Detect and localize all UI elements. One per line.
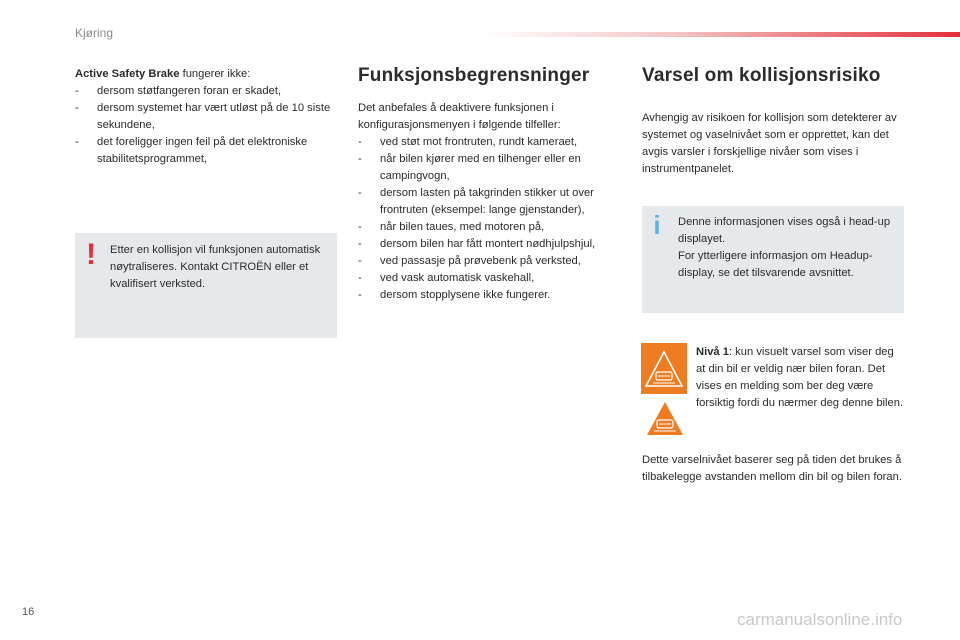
- list-item-text: dersom systemet har vært utløst på de 10 siste sekundene,: [97, 102, 331, 131]
- info-line-2: For ytterligere informasjon om Headup-display, se det tilsvarende avsnittet.: [678, 250, 873, 279]
- collision-warning-triangle-icon: [645, 399, 685, 437]
- list-item-text: når bilen kjører med en tilhenger eller en campingvogn,: [380, 153, 581, 182]
- heading-limitations: Funksjonsbegrensninger: [358, 65, 590, 86]
- column-left: [75, 66, 337, 168]
- list-item: - dersom bilen har fått montert nødhjulpshjul,: [358, 236, 626, 253]
- warning-text: Etter en kollisjon vil funksjonen automatisk nøytraliseres. Kontakt CITROËN eller et kvalifisert verksted.: [110, 244, 321, 290]
- list-item-text: det foreligger ingen feil på det elektroniske stabilitetsprogrammet,: [97, 136, 308, 165]
- list-item: - dersom lasten på takgrinden stikker ut over frontruten (eksempel: lange gjenstander),: [358, 185, 626, 219]
- list-item: - når bilen kjører med en tilhenger eller en campingvogn,: [358, 151, 626, 185]
- level-1-paragraph: [696, 344, 906, 412]
- column-middle: [358, 64, 626, 304]
- intro-rest: fungerer ikke:: [179, 68, 251, 80]
- list-item: - ved passasje på prøvebenk på verksted,: [358, 253, 626, 270]
- list-item-text: dersom støtfangeren foran er skadet,: [97, 85, 282, 97]
- list-item-text: ved passasje på prøvebenk på verksted,: [380, 255, 581, 267]
- list-item: - dersom systemet har vært utløst på de 10 siste sekundene,: [75, 100, 337, 134]
- list-item: - dersom støtfangeren foran er skadet,: [75, 83, 337, 100]
- header-bar: [480, 32, 960, 37]
- header-title: Kjøring: [75, 26, 114, 40]
- list-item: - ved støt mot frontruten, rundt kameraet,: [358, 134, 626, 151]
- limitations-intro: Det anbefales å deaktivere funksjonen i konfigurasjonsmenyen i følgende tilfeller:: [358, 102, 561, 131]
- watermark: carmanualsonline.info: [737, 610, 903, 629]
- list-item: - når bilen taues, med motoren på,: [358, 219, 626, 236]
- list-item-text: dersom bilen har fått montert nødhjulpshjul,: [380, 238, 596, 250]
- list-item: - dersom stopplysene ikke fungerer.: [358, 287, 626, 304]
- heading-collision-warning: Varsel om kollisjonsrisiko: [642, 65, 881, 86]
- intro-bold: Active Safety Brake: [75, 68, 180, 80]
- column-right: [642, 64, 904, 178]
- level-1-bold: Nivå 1: [696, 346, 729, 358]
- info-text: [678, 214, 900, 282]
- list-item-text: dersom lasten på takgrinden stikker ut over frontruten (eksempel: lange gjenstander),: [380, 187, 594, 216]
- intro-paragraph: [75, 66, 337, 83]
- collision-outro: Dette varselnivået baserer seg på tiden det brukes å tilbakelegge avstanden mellom din bil og bilen foran.: [642, 454, 902, 483]
- info-icon: i: [653, 210, 661, 240]
- exclamation-icon: !: [86, 238, 96, 271]
- page-number: 16: [22, 606, 35, 618]
- list-item-text: dersom stopplysene ikke fungerer.: [380, 289, 551, 301]
- list-item-text: ved vask automatisk vaskehall,: [380, 272, 535, 284]
- list-item-text: ved støt mot frontruten, rundt kameraet,: [380, 136, 578, 148]
- info-line-1: Denne informasjonen vises også i head-up displayet.: [678, 216, 891, 245]
- collision-warning-icon: [641, 343, 687, 394]
- list-item-text: når bilen taues, med motoren på,: [380, 221, 545, 233]
- list-item: - ved vask automatisk vaskehall,: [358, 270, 626, 287]
- level-1-text: [696, 344, 906, 412]
- list-item: - det foreligger ingen feil på det elektroniske stabilitetsprogrammet,: [75, 134, 337, 168]
- collision-intro: Avhengig av risikoen for kollisjon som detekterer av systemet og vaselnivået som er opprettet, kan det avgis varsler i forskjellige nivåer som vises i instrumentpanelet.: [642, 112, 897, 175]
- level-1-rest: : kun visuelt varsel som viser deg at din bil er veldig nær bilen foran. Det vises en melding som ber deg være forsiktig fordi du nærmer deg denne bilen.: [696, 346, 904, 409]
